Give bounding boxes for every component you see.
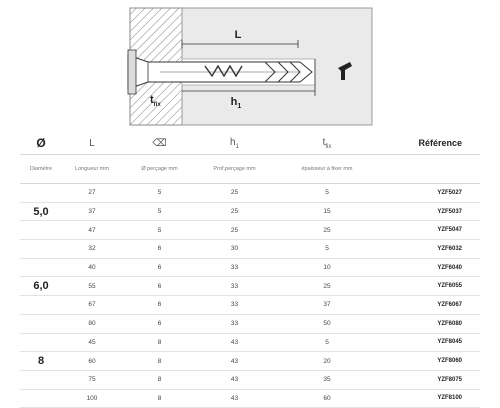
cell-profondeur: 25: [197, 184, 272, 203]
subheader-profondeur: Prof.perçage mm: [197, 155, 272, 184]
cell-reference: YZF6067: [382, 296, 480, 315]
header-epaisseur: $t_{fix}$: [272, 132, 382, 155]
cell-percage: 6: [122, 314, 197, 333]
cell-profondeur: 33: [197, 277, 272, 296]
cell-profondeur: 43: [197, 389, 272, 408]
cell-percage: 6: [122, 296, 197, 315]
cell-reference: YZF8100: [382, 389, 480, 408]
cell-reference: YZF6080: [382, 314, 480, 333]
cell-profondeur: 25: [197, 202, 272, 221]
cell-epaisseur: 15: [272, 202, 382, 221]
table-row: [20, 370, 480, 389]
cell-profondeur: 33: [197, 296, 272, 315]
table-row: [20, 221, 480, 240]
cell-reference: YZF8075: [382, 370, 480, 389]
cell-longueur: 32: [62, 240, 122, 259]
cell-longueur: 100: [62, 389, 122, 408]
cell-percage: 5: [122, 202, 197, 221]
cell-longueur: 47: [62, 221, 122, 240]
cell-longueur: 37: [62, 202, 122, 221]
screw-head: [128, 50, 136, 94]
cell-profondeur: 25: [197, 221, 272, 240]
subheader-percage: Ø perçage mm: [122, 155, 197, 184]
cell-profondeur: 33: [197, 314, 272, 333]
cell-diametre: [20, 184, 62, 203]
table-row: [20, 258, 480, 277]
cell-epaisseur: 5: [272, 333, 382, 352]
cell-diametre: [20, 240, 62, 259]
table-row: [20, 184, 480, 203]
cell-diametre: 8: [20, 352, 62, 371]
cell-percage: 8: [122, 333, 197, 352]
cell-longueur: 60: [62, 352, 122, 371]
cell-epaisseur: 37: [272, 296, 382, 315]
cell-epaisseur: 5: [272, 240, 382, 259]
cell-longueur: 75: [62, 370, 122, 389]
cell-epaisseur: 50: [272, 314, 382, 333]
cell-profondeur: 33: [197, 258, 272, 277]
cell-percage: 8: [122, 370, 197, 389]
subheader-diametre: Diamètre: [20, 155, 62, 184]
cell-longueur: 27: [62, 184, 122, 203]
cell-diametre: [20, 389, 62, 408]
cell-profondeur: 30: [197, 240, 272, 259]
cell-epaisseur: 60: [272, 389, 382, 408]
cell-epaisseur: 20: [272, 352, 382, 371]
cell-profondeur: 43: [197, 352, 272, 371]
label-tfix: $t_{fix}$: [150, 94, 161, 108]
cell-reference: YZF5027: [382, 184, 480, 203]
cell-longueur: 80: [62, 314, 122, 333]
table-row: [20, 333, 480, 352]
header-profondeur: $h_1$: [197, 132, 272, 155]
cell-reference: YZF5047: [382, 221, 480, 240]
cell-longueur: 67: [62, 296, 122, 315]
table-row: [20, 277, 480, 296]
cell-reference: YZF8045: [382, 333, 480, 352]
subheader-epaisseur: épaisseur à fixer mm: [272, 155, 382, 184]
cell-diametre: 5,0: [20, 202, 62, 221]
cell-longueur: 55: [62, 277, 122, 296]
header-diametre: Ø: [20, 132, 62, 155]
cell-diametre: [20, 258, 62, 277]
label-h1: $h_1$: [230, 96, 242, 110]
cell-reference: YZF6055: [382, 277, 480, 296]
cell-reference: YZF8060: [382, 352, 480, 371]
cell-diametre: [20, 370, 62, 389]
cell-percage: 5: [122, 221, 197, 240]
cell-percage: 5: [122, 184, 197, 203]
table-row: [20, 202, 480, 221]
cell-percage: 6: [122, 277, 197, 296]
table-row: [20, 389, 480, 408]
cell-reference: YZF6032: [382, 240, 480, 259]
cell-diametre: [20, 296, 62, 315]
cell-reference: YZF5037: [382, 202, 480, 221]
cell-profondeur: 43: [197, 370, 272, 389]
cell-diametre: [20, 333, 62, 352]
cell-diametre: [20, 221, 62, 240]
cell-epaisseur: 35: [272, 370, 382, 389]
header-reference: Référence: [382, 132, 480, 155]
cell-epaisseur: 25: [272, 277, 382, 296]
cell-diametre: [20, 314, 62, 333]
product-table: [20, 132, 480, 408]
cell-epaisseur: 10: [272, 258, 382, 277]
cell-percage: 6: [122, 240, 197, 259]
label-L: L: [234, 29, 242, 41]
table-row: [20, 314, 480, 333]
cell-percage: 8: [122, 352, 197, 371]
cell-epaisseur: 25: [272, 221, 382, 240]
subheader-reference: [382, 155, 480, 184]
table-row: [20, 296, 480, 315]
cell-percage: 8: [122, 389, 197, 408]
cell-profondeur: 43: [197, 333, 272, 352]
header-longueur: L: [62, 132, 122, 155]
header-percage: ⌫: [122, 132, 197, 155]
table-row: [20, 240, 480, 259]
cell-longueur: 40: [62, 258, 122, 277]
cell-reference: YZF6040: [382, 258, 480, 277]
cell-epaisseur: 5: [272, 184, 382, 203]
cell-longueur: 45: [62, 333, 122, 352]
dowel-diagram: [0, 0, 500, 130]
table-row: [20, 352, 480, 371]
subheader-longueur: Longueur mm: [62, 155, 122, 184]
cell-percage: 6: [122, 258, 197, 277]
cell-diametre: 6,0: [20, 277, 62, 296]
